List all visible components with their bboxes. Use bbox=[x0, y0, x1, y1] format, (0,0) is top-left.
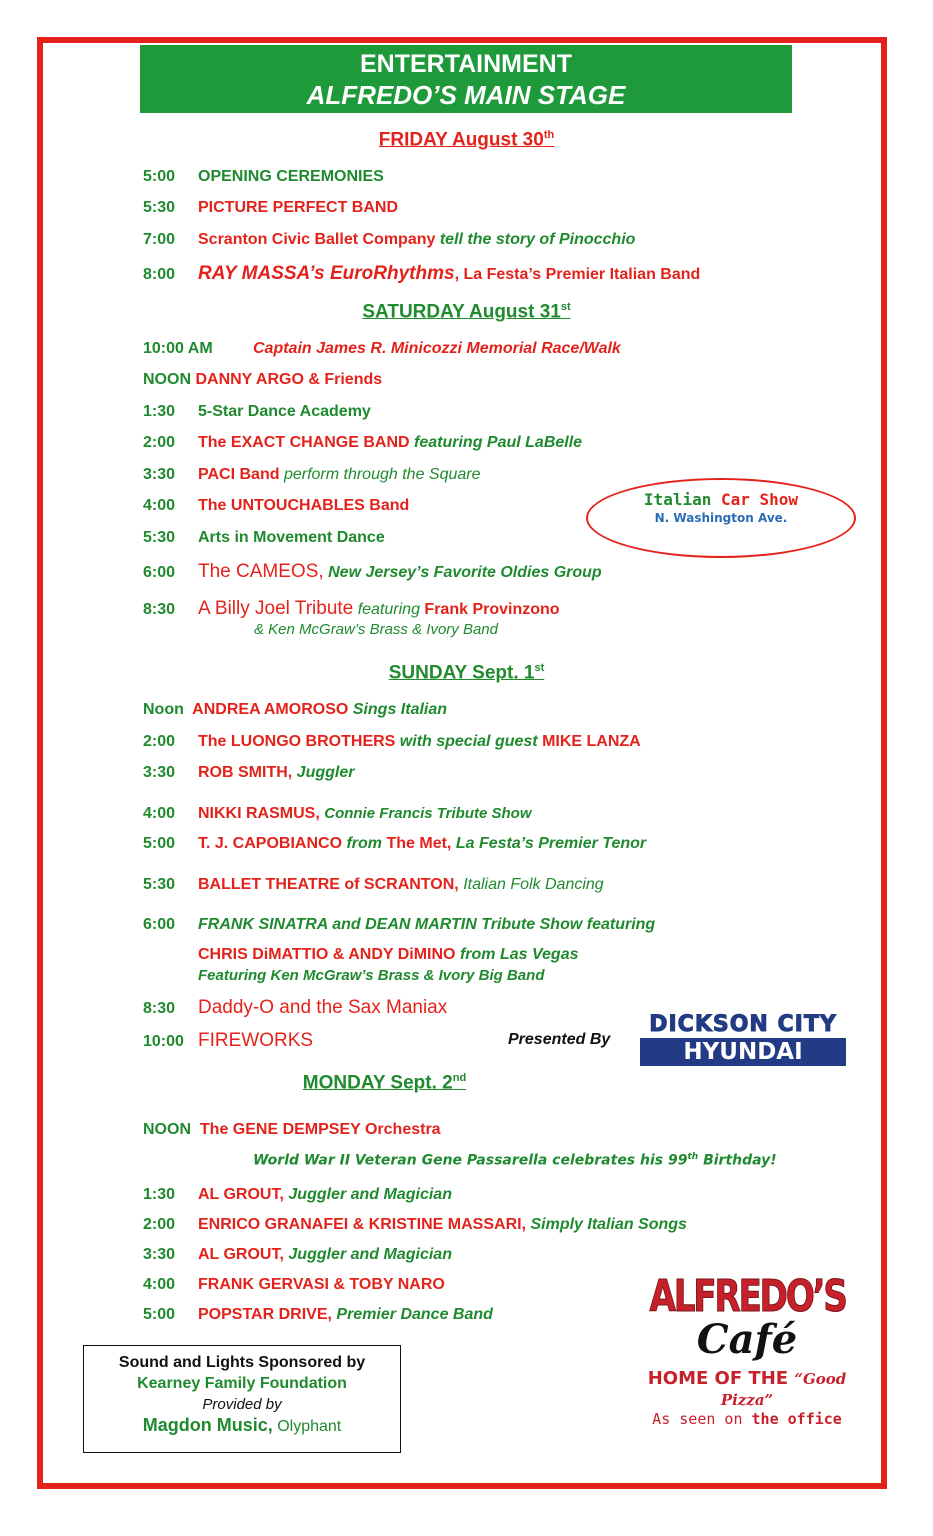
schedule-row-continued: CHRIS DiMATTIO & ANDY DiMINO from Las Vegas bbox=[198, 946, 579, 963]
schedule-row: 8:00 RAY MASSA’s EuroRhythms, La Festa’s Premier Italian Band bbox=[143, 263, 701, 284]
presented-by-label: Presented By bbox=[508, 1031, 611, 1048]
schedule-row-continued: & Ken McGraw’s Brass & Ivory Band bbox=[254, 621, 498, 638]
schedule-row: Noon ANDREA AMOROSO Sings Italian bbox=[143, 701, 448, 718]
schedule-row: NOON The GENE DEMPSEY Orchestra bbox=[143, 1121, 441, 1138]
day-heading-monday: MONDAY Sept. 2nd bbox=[302, 1072, 467, 1094]
birthday-note: World War II Veteran Gene Passarella celebrates his 99th Birthday! bbox=[253, 1152, 777, 1169]
schedule-row: 2:00 The LUONGO BROTHERS with special guest MIKE LANZA bbox=[143, 733, 641, 750]
schedule-row: 2:00 ENRICO GRANAFEI & KRISTINE MASSARI, Simply Italian Songs bbox=[143, 1216, 687, 1233]
header-title: ENTERTAINMENT bbox=[359, 50, 573, 78]
header-subtitle: ALFREDO’S MAIN STAGE bbox=[306, 80, 626, 110]
schedule-row: 5:30 PICTURE PERFECT BAND bbox=[143, 199, 399, 216]
schedule-row: 4:00 The UNTOUCHABLES Band bbox=[143, 497, 410, 514]
alfredos-cafe-logo: ALFREDO’S Café HOME OF THE “Good Pizza” As seen on the office bbox=[647, 1271, 847, 1428]
schedule-row: 3:30 ROB SMITH, Juggler bbox=[143, 764, 355, 781]
schedule-row: 3:30 AL GROUT, Juggler and Magician bbox=[143, 1246, 452, 1263]
schedule-row: 10:00 FIREWORKS bbox=[143, 1030, 314, 1051]
sponsor-box: Sound and Lights Sponsored by Kearney Family Foundation Provided by Magdon Music, Olyphant bbox=[83, 1345, 401, 1453]
schedule-row: NOON DANNY ARGO & Friends bbox=[143, 371, 383, 388]
schedule-row: 4:00 NIKKI RASMUS, Connie Francis Tribute Show bbox=[143, 805, 532, 822]
schedule-row: 8:30 A Billy Joel Tribute featuring Frank Provinzono bbox=[143, 598, 560, 619]
schedule-row: 5:30 Arts in Movement Dance bbox=[143, 529, 385, 546]
schedule-row: 10:00 AM Captain James R. Minicozzi Memorial Race/Walk bbox=[143, 340, 621, 357]
schedule-row-continued: Featuring Ken McGraw’s Brass & Ivory Big Band bbox=[198, 967, 545, 984]
schedule-row: 6:00 The CAMEOS, New Jersey’s Favorite Oldies Group bbox=[143, 561, 602, 582]
schedule-row: 3:30 PACI Band perform through the Square bbox=[143, 466, 481, 483]
hyundai-logo: DICKSON CITY HYUNDAI bbox=[640, 1012, 846, 1068]
day-heading-friday: FRIDAY August 30th bbox=[378, 129, 555, 151]
schedule-row: 5:00 T. J. CAPOBIANCO from The Met, La Festa’s Premier Tenor bbox=[143, 835, 647, 852]
schedule-row: 7:00 Scranton Civic Ballet Company tell the story of Pinocchio bbox=[143, 231, 636, 248]
schedule-row: 5:00 OPENING CEREMONIES bbox=[143, 168, 384, 185]
schedule-row: 2:00 The EXACT CHANGE BAND featuring Paul LaBelle bbox=[143, 434, 583, 451]
schedule-row: 5:00 POPSTAR DRIVE, Premier Dance Band bbox=[143, 1306, 493, 1323]
schedule-row: 8:30 Daddy-O and the Sax Maniax bbox=[143, 997, 448, 1018]
day-heading-sunday: SUNDAY Sept. 1st bbox=[388, 662, 545, 684]
car-show-badge: Italian Car Show N. Washington Ave. bbox=[586, 478, 856, 558]
schedule-row: 4:00 FRANK GERVASI & TOBY NARO bbox=[143, 1276, 445, 1293]
schedule-row: 1:30 5-Star Dance Academy bbox=[143, 403, 371, 420]
schedule-row: 1:30 AL GROUT, Juggler and Magician bbox=[143, 1186, 452, 1203]
schedule-row: 5:30 BALLET THEATRE of SCRANTON, Italian Folk Dancing bbox=[143, 876, 604, 893]
schedule-row: 6:00 FRANK SINATRA and DEAN MARTIN Tribute Show featuring bbox=[143, 916, 656, 933]
header-banner bbox=[140, 45, 792, 113]
day-heading-saturday: SATURDAY August 31st bbox=[362, 301, 571, 323]
